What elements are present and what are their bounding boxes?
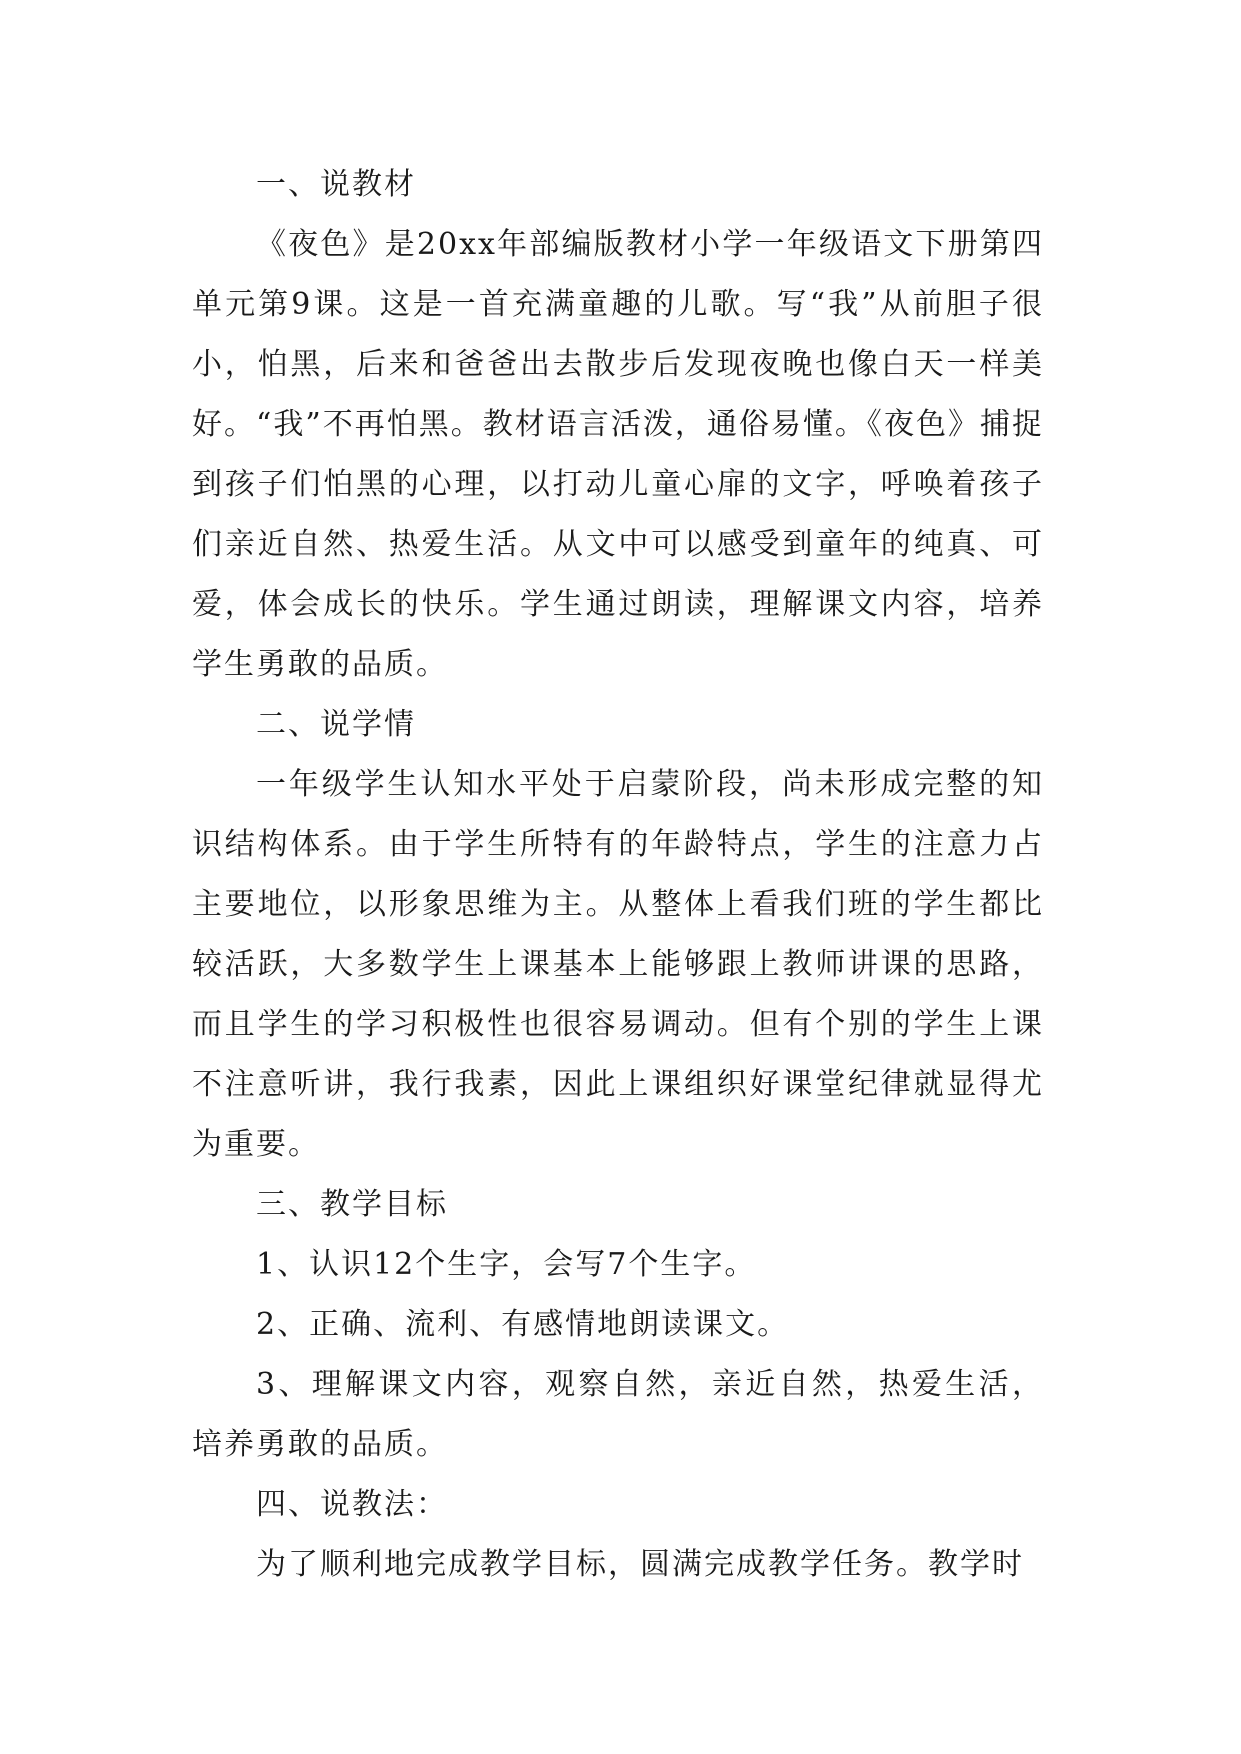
section-heading-teaching-material: 一、说教材 (256, 167, 416, 202)
paragraph-student-analysis: 一年级学生认知水平处于启蒙阶段，尚未形成完整的知识结构体系。由于学生所特有的年龄特点，学生的注意力占主要地位，以形象思维为主。从整体上看我们班的学生都比较活跃，大多数学生上课基本上能够跟上教师讲课的思路，而且学生的学习积极性也很容易调动。但有个别的学生上课不注意听讲，我行我素，因此上课组织好课堂纪律就显得尤为重要。 (192, 767, 1044, 1162)
document-body (192, 155, 1044, 1595)
paragraph-teaching-material: 《夜色》是20xx年部编版教材小学一年级语文下册第四单元第9课。这是一首充满童趣的儿歌。写“我”从前胆子很小，怕黑，后来和爸爸出去散步后发现夜晚也像白天一样美好。“我”不再怕黑。教材语言活泼，通俗易懂。《夜色》捕捉到孩子们怕黑的心理，以打动儿童心扉的文字，呼唤着孩子们亲近自然、热爱生活。从文中可以感受到童年的纯真、可爱，体会成长的快乐。学生通过朗读，理解课文内容，培养学生勇敢的品质。 (192, 227, 1044, 682)
goal-item-2: 2、正确、流利、有感情地朗读课文。 (256, 1307, 790, 1342)
section-heading-teaching-goals: 三、教学目标 (256, 1187, 448, 1222)
goal-item-1: 1、认识12个生字，会写7个生字。 (256, 1247, 757, 1282)
goal-item-3: 3、理解课文内容，观察自然，亲近自然，热爱生活，培养勇敢的品质。 (192, 1367, 1044, 1462)
paragraph-teaching-methods: 为了顺利地完成教学目标，圆满完成教学任务。教学时 (256, 1547, 1024, 1582)
section-heading-student-analysis: 二、说学情 (256, 707, 416, 742)
section-heading-teaching-methods: 四、说教法： (256, 1487, 448, 1522)
